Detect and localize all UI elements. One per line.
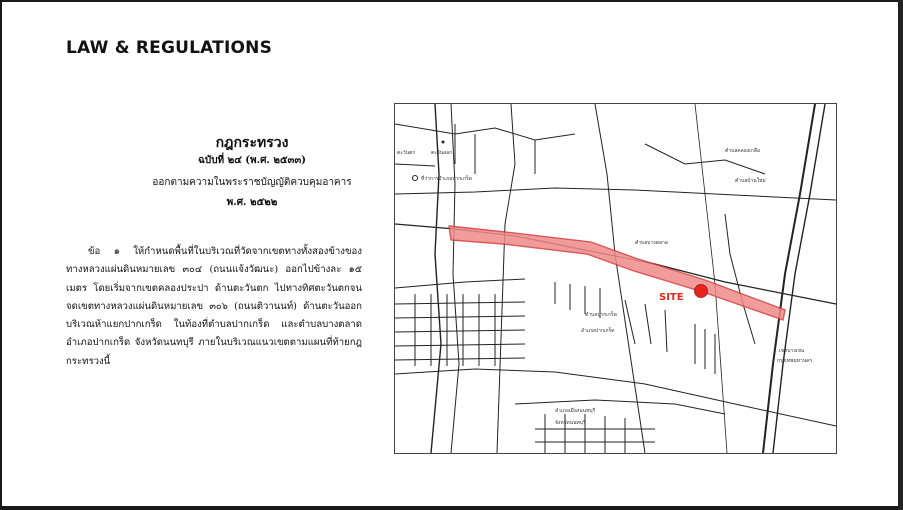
- document-authority: ออกตามความในพระราชบัญญัติควบคุมอาคาร: [152, 177, 352, 188]
- label-tawan-tok: ตะวันตก: [397, 150, 416, 156]
- document-heading: กฎกระทรวง: [215, 135, 289, 151]
- label-tambon-bangtalad: ตำบลบางตลาด: [635, 240, 669, 246]
- label-office: ที่ว่าการอำเภอปากเกร็ด: [421, 176, 472, 182]
- map-drawing: [395, 104, 836, 453]
- label-amphoe-pakkret: อำเภอปากเกร็ด: [581, 328, 615, 334]
- regulation-paragraph: ข้อ ๑ ให้กำหนดพื้นที่ในบริเวณที่วัดจากเขตทางทั้งสองข้างของทางหลวงแผ่นดินหมายเลข ๓๐๔ (ถนนแจ้งวัฒนะ) ออกไปข้างละ ๑๕ เมตร โดยเริ่มจากเขตคลองประปา ด้านตะวันตก ไปทางทิศตะวันตกจนจดเขตทางหลวงแผ่นดินหมายเลข ๓๐๖ (ถนนติวานนท์) ด้านตะวันออก บริเวณห้าแยกปากเกร็ด ในท้องที่ตำบลปากเกร็ด และตำบลบางตลาด อำเภอปากเกร็ด จังหวัดนนทบุรี ภายในบริเวณแนวเขตตามแผนที่ท้ายกฎกระทรวงนี้: [66, 246, 362, 367]
- document-issue: ฉบับที่ ๒๔ (พ.ศ. ๒๕๓๓): [198, 155, 306, 166]
- slide: [2, 2, 898, 506]
- label-tambon-pakkret: ตำบลปากเกร็ด: [585, 312, 617, 318]
- document-year: พ.ศ. ๒๕๒๒: [226, 197, 278, 208]
- site-marker: [695, 285, 708, 298]
- label-khet: เขตบางเขน: [779, 348, 805, 354]
- label-amphoe-mueang: อำเภอเมืองนนทบุรี: [555, 408, 596, 414]
- window-edge: [898, 0, 903, 510]
- regulation-map: [394, 103, 837, 454]
- site-label: SITE: [659, 292, 684, 303]
- slide-title: LAW & REGULATIONS: [66, 38, 273, 58]
- label-tawan-ook: ตะวันออก: [431, 150, 453, 156]
- label-province: จังหวัดนนทบุรี: [555, 420, 586, 426]
- label-bkk: กรุงเทพมหานคร: [777, 358, 813, 364]
- label-tambon-bangpud: ตำบลบ้านใหม่: [735, 178, 766, 184]
- label-tambon-khlong: ตำบลคลองเกลือ: [725, 148, 760, 154]
